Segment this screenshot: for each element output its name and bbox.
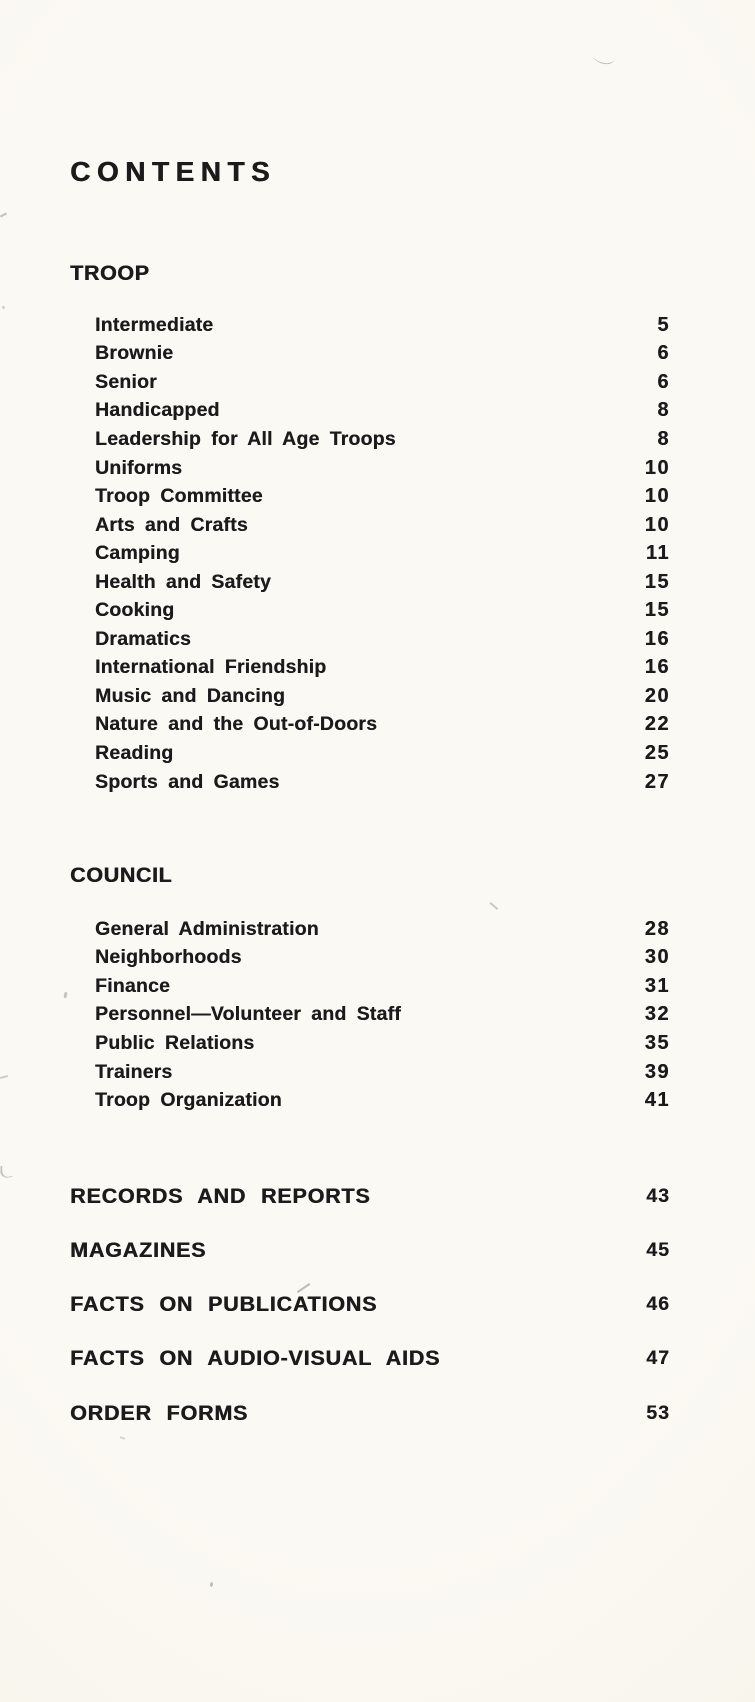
toc-entry-page: 8 [657, 427, 670, 450]
toc-row [95, 311, 670, 340]
toc-entry-label: Finance [95, 974, 171, 997]
toc-row [95, 1058, 670, 1087]
toc-entry-label: Nature and the Out-of-Doors [95, 713, 378, 736]
toc-entry-page: 53 [646, 1401, 670, 1424]
toc-row [95, 340, 670, 369]
toc-entry-page: 5 [657, 313, 670, 336]
toc-entry-label: Troop Committee [95, 485, 263, 508]
section-heading-troop: TROOP [70, 261, 150, 285]
toc-row [95, 972, 670, 1001]
toc-row [95, 711, 670, 740]
toc-entry-page: 25 [644, 741, 670, 764]
toc-entry-label: Music and Dancing [95, 684, 286, 707]
toc-entry-label: Personnel—Volunteer and Staff [95, 1003, 401, 1026]
toc-entry-label: Handicapped [95, 399, 220, 422]
toc-entry-label: RECORDS AND REPORTS [70, 1183, 371, 1208]
toc-row [95, 768, 670, 797]
toc-entry-page: 30 [644, 946, 670, 969]
toc-entry-page: 47 [646, 1346, 670, 1369]
toc-entry-page: 8 [657, 399, 670, 422]
toc-entry-label: FACTS ON AUDIO-VISUAL AIDS [70, 1345, 441, 1370]
toc-entry-label: ORDER FORMS [70, 1400, 249, 1425]
scan-mark [592, 51, 615, 65]
toc-entry-label: Neighborhoods [95, 946, 242, 969]
toc-row-facts-on-publications [70, 1289, 670, 1319]
toc-entry-page: 16 [644, 627, 670, 650]
toc-row-order-forms [70, 1398, 670, 1428]
toc-row [95, 944, 670, 973]
toc-entry-label: Public Relations [95, 1031, 255, 1054]
toc-entry-page: 35 [644, 1031, 670, 1054]
toc-entry-label: Arts and Crafts [95, 513, 248, 536]
toc-entry-page: 10 [644, 513, 670, 536]
scan-mark [0, 212, 7, 217]
section-heading-council: COUNCIL [70, 863, 173, 887]
scan-mark [2, 306, 5, 309]
toc-entry-page: 20 [644, 684, 670, 707]
toc-entry-page: 10 [644, 485, 670, 508]
toc-entry-page: 22 [644, 713, 670, 736]
toc-entry-label: General Administration [95, 917, 319, 940]
toc-entry-label: International Friendship [95, 656, 327, 679]
toc-row [95, 1029, 670, 1058]
toc-entry-label: Leadership for All Age Troops [95, 427, 396, 450]
toc-entry-label: Troop Organization [95, 1089, 282, 1112]
toc-row [95, 596, 670, 625]
toc-row [95, 425, 670, 454]
toc-row [95, 568, 670, 597]
toc-row [95, 539, 670, 568]
toc-entry-label: Trainers [95, 1060, 173, 1083]
toc-entry-page: 10 [644, 456, 670, 479]
toc-row [95, 682, 670, 711]
council-entry-list [95, 915, 670, 1115]
toc-row-facts-on-audio-visual-aids [70, 1343, 670, 1373]
toc-row-magazines [70, 1235, 670, 1265]
toc-row [95, 654, 670, 683]
toc-entry-page: 32 [644, 1003, 670, 1026]
scan-mark [210, 1582, 214, 1587]
toc-entry-label: Health and Safety [95, 570, 272, 593]
scan-mark [63, 992, 67, 998]
toc-row [95, 368, 670, 397]
toc-row [95, 397, 670, 426]
toc-entry-page: 41 [644, 1089, 670, 1112]
scan-mark [0, 1163, 13, 1179]
toc-entry-label: Cooking [95, 599, 175, 622]
toc-entry-page: 6 [657, 370, 670, 393]
page-title: CONTENTS [70, 156, 276, 187]
toc-entry-label: Dramatics [95, 627, 192, 650]
toc-entry-label: Reading [95, 741, 174, 764]
toc-entry-page: 43 [646, 1184, 670, 1207]
toc-entry-label: MAGAZINES [70, 1237, 207, 1262]
toc-entry-page: 11 [645, 542, 670, 565]
toc-row [95, 1001, 670, 1030]
toc-entry-label: Senior [95, 370, 157, 393]
scan-mark [0, 1075, 8, 1079]
toc-entry-page: 6 [657, 342, 670, 365]
toc-entry-label: Brownie [95, 342, 174, 365]
toc-entry-page: 15 [644, 570, 670, 593]
toc-row [95, 454, 670, 483]
toc-row [95, 625, 670, 654]
toc-row [95, 482, 670, 511]
toc-row [95, 511, 670, 540]
toc-row [95, 915, 670, 944]
toc-entry-label: Uniforms [95, 456, 183, 479]
toc-entry-page: 46 [646, 1292, 670, 1315]
scan-mark [490, 902, 499, 910]
toc-entry-page: 45 [646, 1238, 670, 1261]
toc-entry-label: Camping [95, 542, 180, 565]
toc-row [95, 739, 670, 768]
toc-entry-page: 15 [644, 599, 670, 622]
troop-entry-list [95, 311, 670, 796]
toc-entry-label: FACTS ON PUBLICATIONS [70, 1291, 378, 1316]
toc-row [95, 1086, 670, 1115]
toc-entry-page: 39 [644, 1060, 670, 1083]
toc-entry-page: 16 [644, 656, 670, 679]
toc-entry-page: 31 [644, 974, 670, 997]
toc-entry-page: 28 [644, 917, 670, 940]
toc-entry-page: 27 [644, 770, 670, 793]
toc-row-records-and-reports [70, 1181, 670, 1211]
scan-mark [120, 1436, 125, 1440]
toc-entry-label: Intermediate [95, 313, 214, 336]
toc-entry-label: Sports and Games [95, 770, 280, 793]
